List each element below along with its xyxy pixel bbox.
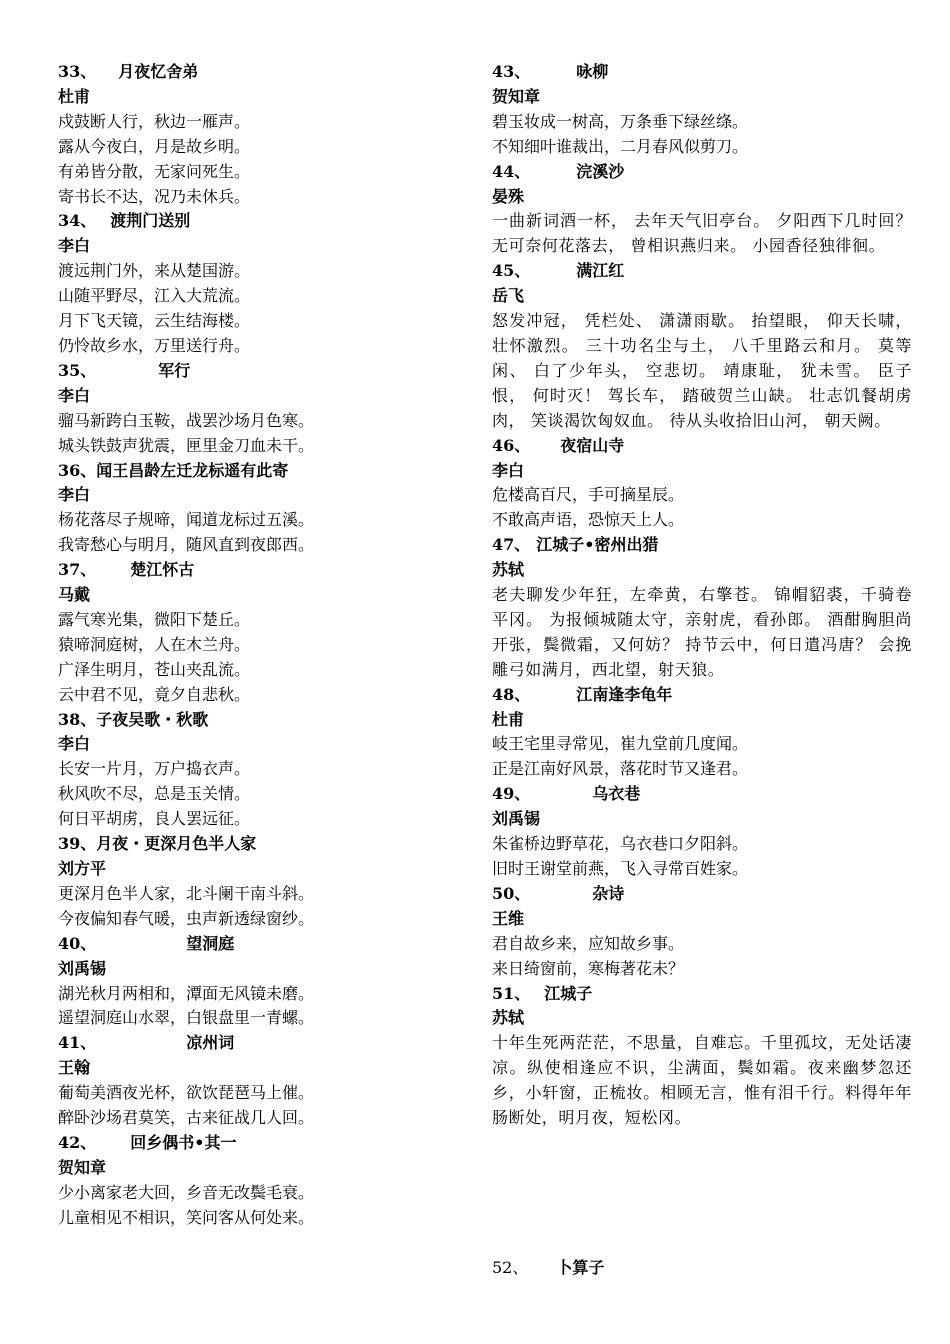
poem-block [58, 832, 458, 932]
right-column [492, 60, 912, 1131]
poem-heading [492, 882, 912, 907]
poem-line: 城头铁鼓声犹震，匣里金刀血未干。 [58, 435, 315, 455]
poem-number: 50、 [492, 883, 531, 903]
poem-heading [492, 683, 912, 708]
poem-heading [492, 434, 912, 459]
poem-number: 37、 [58, 560, 97, 580]
poem-heading [492, 259, 912, 284]
poem-heading [58, 459, 458, 484]
poem-number: 34、 [58, 211, 97, 231]
poem-author: 李白 [58, 485, 91, 505]
poem-block [58, 359, 458, 459]
poem-number: 42、 [58, 1132, 97, 1152]
poem-author: 王维 [492, 908, 525, 928]
poem-heading [58, 558, 458, 583]
poem-title: 满江红 [576, 261, 625, 281]
poem-line: 何日平胡虏，良人罢远征。 [58, 809, 251, 829]
poem-title: 江南逢李龟年 [576, 684, 673, 704]
poem-heading [58, 832, 458, 857]
poem-number: 35、 [58, 360, 97, 380]
poem-title: 渡荆门送别 [110, 211, 191, 231]
poem-title: 咏柳 [576, 62, 609, 81]
poem-title: 回乡偶书•其一 [130, 1132, 237, 1152]
poem-line: 来日绮窗前，寒梅著花未？ [492, 958, 685, 978]
poem-author: 李白 [492, 460, 525, 480]
poem-author: 贺知章 [58, 1157, 107, 1177]
poem-line: 云中君不见，竟夕自悲秋。 [58, 684, 251, 704]
poem-line: 今夜偏知春气暖，虫声新透绿窗纱。 [58, 908, 315, 928]
poem-block [58, 60, 458, 209]
poem-heading [58, 932, 458, 957]
poem-author: 马戴 [58, 585, 91, 605]
poem-line: 渡远荆门外，来从楚国游。 [58, 261, 251, 281]
poem-number: 43、 [492, 62, 531, 81]
poem-title: 凉州词 [186, 1033, 235, 1053]
poem-number: 45、 [492, 261, 531, 281]
poem-heading [58, 60, 458, 85]
poem-heading [492, 982, 912, 1007]
poem-line: 有弟皆分散，无家问死生。 [58, 161, 251, 181]
poem-heading [492, 1256, 604, 1280]
poem-block [492, 782, 912, 882]
poem-title: 夜宿山寺 [560, 435, 625, 455]
poem-line: 仍怜故乡水，万里送行舟。 [58, 335, 251, 355]
poem-heading [58, 708, 458, 733]
poem-line: 危楼高百尺，手可摘星辰。 [492, 485, 685, 505]
poem-title: 军行 [158, 360, 191, 380]
poem-heading [58, 359, 458, 384]
poem-line: 岐王宅里寻常见，崔九堂前几度闻。 [492, 734, 749, 754]
poem-title: 江城子•密州出猎 [536, 535, 659, 555]
poem-author: 贺知章 [492, 86, 541, 106]
poem-line: 儿童相见不相识，笑问客从何处来。 [58, 1207, 315, 1227]
poem-line: 不知细叶谁裁出，二月春风似剪刀。 [492, 136, 749, 156]
poem-author: 刘禹锡 [492, 809, 541, 829]
poem-title: 浣溪沙 [576, 161, 625, 181]
poem-title: 乌衣巷 [592, 784, 641, 804]
poem-text: 老夫聊发少年狂，左牵黄，右擎苍。 锦帽貂裘，千骑卷平冈。 为报倾城随太守，亲射虎，看孙郎。 酒酣胸胆尚开张，鬓微霜，又何妨？ 持节云中，何日遣冯唐？ 会挽雕弓如满月，西北望，射天狼。 [492, 585, 912, 679]
poem-author: 李白 [58, 734, 91, 754]
poem-number: 46、 [492, 435, 531, 455]
poem-heading [492, 782, 912, 807]
poem-author: 刘方平 [58, 859, 107, 878]
poem-number: 33、 [58, 62, 97, 81]
poem-heading [58, 1031, 458, 1056]
poem-number: 36、 [58, 460, 97, 480]
poem-number: 41、 [58, 1033, 97, 1053]
poem-line: 旧时王谢堂前燕，飞入寻常百姓家。 [492, 859, 749, 878]
poem-line: 广泽生明月，苍山夹乱流。 [58, 659, 251, 679]
poem-line: 我寄愁心与明月，随风直到夜郎西。 [58, 535, 315, 555]
poem-line: 醉卧沙场君莫笑，古来征战几人回。 [58, 1108, 315, 1128]
poem-title: 月夜忆舍弟 [118, 62, 199, 81]
poem-title: 楚江怀古 [130, 560, 195, 580]
poem-line: 猿啼洞庭树，人在木兰舟。 [58, 634, 251, 654]
poem-author: 杜甫 [58, 86, 91, 106]
poem-block [58, 1131, 458, 1231]
poem-line: 不敢高声语，恐惊天上人。 [492, 510, 685, 530]
poem-title: 子夜吴歌・秋歌 [96, 709, 209, 729]
poem-heading [492, 160, 912, 185]
poem-line: 正是江南好风景，落花时节又逢君。 [492, 759, 749, 779]
poem-block [492, 683, 912, 783]
poem-heading [58, 209, 458, 234]
poem-author: 苏轼 [492, 560, 525, 580]
poem-line: 朱雀桥边野草花，乌衣巷口夕阳斜。 [492, 834, 749, 854]
poem-block [492, 533, 912, 682]
poem-block [58, 932, 458, 1032]
poem-block [58, 708, 458, 833]
poem-author: 岳飞 [492, 286, 525, 306]
poem-line: 秋风吹不尽，总是玉关情。 [58, 784, 251, 804]
poem-number: 40、 [58, 933, 97, 953]
poem-number: 47、 [492, 535, 531, 555]
poem-line: 碧玉妆成一树高，万条垂下绿丝绦。 [492, 111, 749, 131]
poem-heading [492, 60, 912, 85]
poem-author: 李白 [58, 385, 91, 405]
poem-line: 湖光秋月两相和，潭面无风镜未磨。 [58, 983, 315, 1003]
poem-title: 月夜・更深月色半人家 [96, 834, 257, 854]
poem-line: 长安一片月，万户捣衣声。 [58, 759, 251, 779]
poem-line: 月下飞天镜，云生结海楼。 [58, 311, 251, 331]
poem-line: 葡萄美酒夜光杯，欲饮琵琶马上催。 [58, 1083, 315, 1103]
poem-line: 遥望洞庭山水翠，白银盘里一青螺。 [58, 1008, 315, 1028]
poem-line: 更深月色半人家，北斗阑干南斗斜。 [58, 883, 315, 903]
poem-block [58, 459, 458, 559]
poem-block [492, 982, 912, 1131]
poem-number: 44、 [492, 161, 531, 181]
poem-line: 寄书长不达，况乃未休兵。 [58, 186, 251, 206]
poem-block [58, 209, 458, 358]
poem-block [58, 558, 458, 707]
poem-author: 刘禹锡 [58, 958, 107, 978]
poem-title: 卜算子 [556, 1258, 605, 1277]
poem-block [492, 259, 912, 433]
poem-number: 52、 [492, 1258, 529, 1277]
poem-number: 49、 [492, 784, 531, 804]
poem-text: 怒发冲冠， 凭栏处、 潇潇雨歇。 抬望眼， 仰天长啸， 壮怀激烈。 三十功名尘与土， 八千里路云和月。 莫等闲、 白了少年头， 空悲切。 靖康耻， 犹未雪。 臣子恨， 何时灭！ 驾长车， 踏破贺兰山缺。 壮志饥餐胡虏肉， 笑谈渴饮匈奴血。 待从头收拾旧山河， 朝天阙。 [492, 311, 912, 430]
poem-line: 君自故乡来，应知故乡事。 [492, 933, 685, 953]
poem-block [492, 882, 912, 982]
poem-block [492, 160, 912, 260]
poem-number: 39、 [58, 834, 97, 854]
poem-line: 戍鼓断人行，秋边一雁声。 [58, 111, 251, 131]
poem-title: 望洞庭 [186, 933, 235, 953]
poem-author: 晏殊 [492, 186, 525, 206]
poem-number: 48、 [492, 684, 531, 704]
poem-block [492, 60, 912, 160]
poem-line: 山随平野尽，江入大荒流。 [58, 286, 251, 306]
poem-line: 骝马新跨白玉鞍，战罢沙场月色寒。 [58, 410, 315, 430]
poem-line: 露从今夜白，月是故乡明。 [58, 136, 251, 156]
poem-text: 一曲新词酒一杯， 去年天气旧亭台。 夕阳西下几时回？ 无可奈何花落去， 曾相识燕归来。 小园香径独徘徊。 [492, 211, 912, 256]
poem-author: 王翰 [58, 1058, 91, 1078]
left-column [58, 60, 458, 1231]
poem-heading [58, 1131, 458, 1156]
poem-number: 51、 [492, 983, 531, 1003]
poem-author: 李白 [58, 236, 91, 256]
poem-line: 少小离家老大回，乡音无改鬓毛衰。 [58, 1182, 315, 1202]
poem-number: 38、 [58, 709, 97, 729]
poem-title: 闻王昌龄左迁龙标遥有此寄 [96, 460, 289, 480]
poem-line: 露气寒光集，微阳下楚丘。 [58, 609, 251, 629]
poem-block [58, 1031, 458, 1131]
poem-heading [492, 533, 912, 558]
poem-title: 江城子 [544, 983, 593, 1003]
poem-block [492, 434, 912, 534]
poem-author: 苏轼 [492, 1008, 525, 1028]
poem-line: 杨花落尽子规啼，闻道龙标过五溪。 [58, 510, 315, 530]
poem-title: 杂诗 [592, 883, 625, 903]
poem-author: 杜甫 [492, 709, 525, 729]
poem-text: 十年生死两茫茫，不思量，自难忘。千里孤坟，无处话凄凉。纵使相逢应不识，尘满面，鬓如霜。夜来幽梦忽还乡，小轩窗，正梳妆。相顾无言，惟有泪千行。料得年年肠断处，明月夜，短松冈。 [492, 1033, 912, 1128]
